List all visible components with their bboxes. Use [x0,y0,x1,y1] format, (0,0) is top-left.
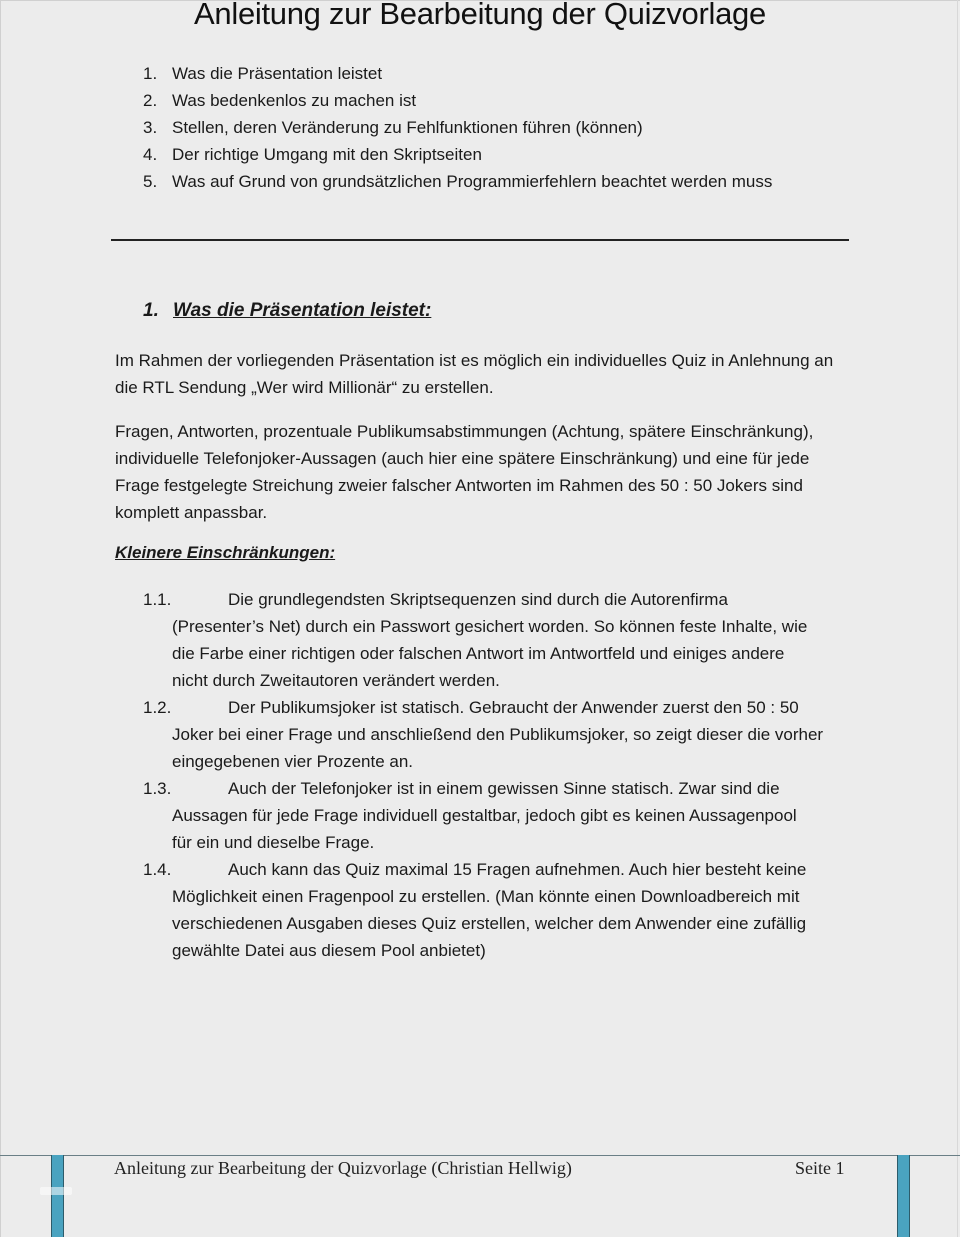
item-number: 1.1. [143,590,172,609]
footer-accent-bar-right [897,1155,910,1237]
item-text-line: eingegebenen vier Prozente an. [172,752,414,771]
paragraph-features: Fragen, Antworten, prozentuale Publikumsabstimmungen (Achtung, spätere Einschränkung), individuelle Telefonjoker-Aussagen (auch hier eine spätere Einschränkung) und eine für jede Frage festgelegte Streichung zweier falscher Antworten im Rahmen des 50 : 50 Jokers sind komplett anpassbar. [115,422,814,522]
toc-number: 3. [143,118,158,137]
toc-item [143,87,772,114]
toc-item [143,141,772,168]
item-text-line: gewählte Datei aus diesem Pool anbietet) [172,941,486,960]
page-edge-right [957,0,958,1237]
item-text-line: die Farbe einer richtigen oder falschen Antwort im Antwortfeld und einiges andere [172,644,785,663]
item-text-line: nicht durch Zweitautoren verändert werden. [172,671,500,690]
document-title: Anleitung zur Bearbeitung der Quizvorlage [194,0,766,31]
item-text: Auch kann das Quiz maximal 15 Fragen aufnehmen. Auch hier besteht keine [228,860,807,879]
item-number: 1.2. [143,698,172,717]
toc-item [143,60,772,87]
footer-divider [0,1155,960,1156]
item-text: Der Publikumsjoker ist statisch. Gebraucht der Anwender zuerst den 50 : 50 [228,698,799,717]
item-text-line: Aussagen für jede Frage individuell gestaltbar, jedoch gibt es keinen Aussagenpool [172,806,797,825]
toc-text: Was auf Grund von grundsätzlichen Programmierfehlern beachtet werden muss [172,172,773,191]
toc-number: 4. [143,145,158,164]
list-item [143,775,853,856]
item-number: 1.4. [143,860,172,879]
toc-item [143,168,772,195]
item-text: Die grundlegendsten Skriptsequenzen sind durch die Autorenfirma [228,590,728,609]
list-item [143,694,853,775]
list-item [143,856,853,964]
section-heading [143,300,431,322]
toc-text: Was bedenkenlos zu machen ist [172,91,417,110]
item-text-line: für ein und dieselbe Frage. [172,833,375,852]
toc-item [143,114,772,141]
item-text: Auch der Telefonjoker ist in einem gewissen Sinne statisch. Zwar sind die [228,779,780,798]
item-text-line: Möglichkeit einen Fragenpool zu erstellen. (Man könnte einen Downloadbereich mit [172,887,800,906]
watermark [40,1187,72,1195]
subheading-restrictions: Kleinere Einschränkungen: [115,543,336,562]
item-text-line: Joker bei einer Frage und anschließend den Publikumsjoker, so zeigt dieser die vorher [172,725,824,744]
toc-text: Stellen, deren Veränderung zu Fehlfunktionen führen (können) [172,118,643,137]
section-number: 1. [143,300,159,321]
list-item [143,586,853,694]
page-edge-left [0,0,1,1237]
section-heading-text: Was die Präsentation leistet: [173,300,432,321]
restrictions-list [143,586,853,964]
item-text-line: (Presenter’s Net) durch ein Passwort gesichert worden. So können feste Inhalte, wie [172,617,808,636]
toc-number: 2. [143,91,158,110]
toc-text: Was die Präsentation leistet [172,64,383,83]
horizontal-divider [111,239,849,241]
footer-text: Anleitung zur Bearbeitung der Quizvorlage (Christian Hellwig) [114,1158,572,1178]
paragraph-intro: Im Rahmen der vorliegenden Präsentation ist es möglich ein individuelles Quiz in Anlehnung an die RTL Sendung „Wer wird Millionär“ zu erstellen. [115,351,834,397]
toc-number: 1. [143,64,158,83]
item-number: 1.3. [143,779,172,798]
footer-accent-bar-left [51,1155,64,1237]
toc-text: Der richtige Umgang mit den Skriptseiten [172,145,482,164]
page-number: Seite 1 [795,1158,845,1178]
toc-number: 5. [143,172,158,191]
item-text-line: verschiedenen Ausgaben dieses Quiz erstellen, welcher dem Anwender eine zufällig [172,914,807,933]
table-of-contents [143,60,772,195]
